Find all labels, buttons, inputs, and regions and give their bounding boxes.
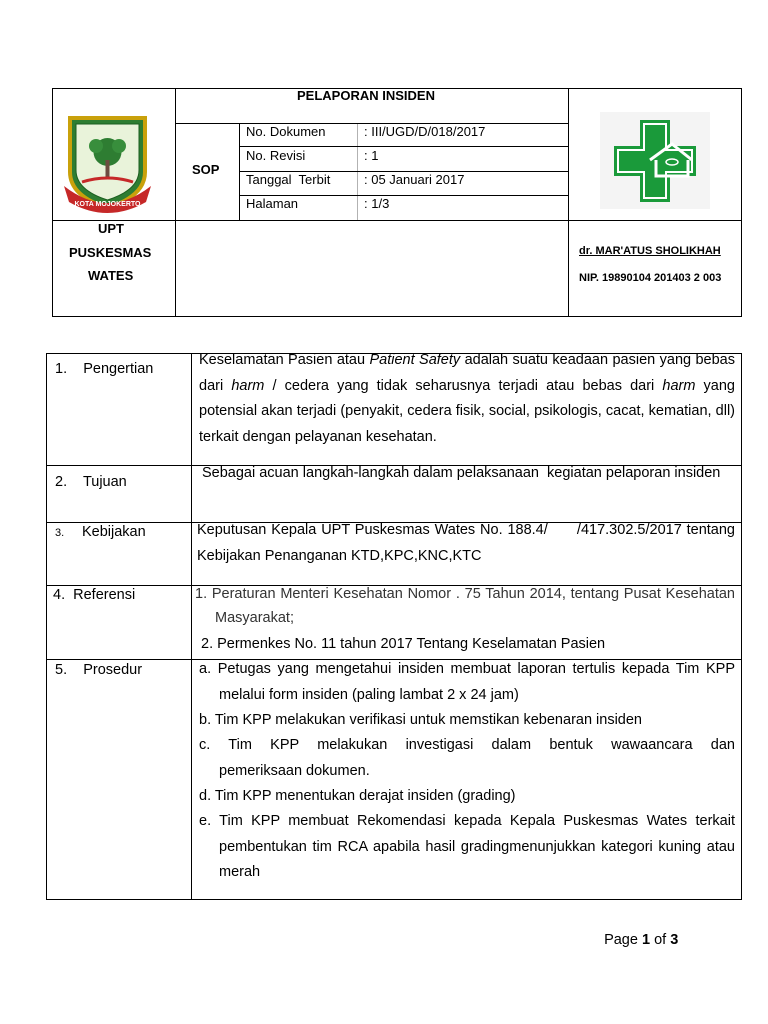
meta-label-no-dokumen: No. Dokumen — [246, 124, 326, 139]
org-line-puskesmas: PUSKESMAS — [69, 245, 152, 260]
page-number: Page 1 of 3 — [604, 932, 679, 948]
row-label-prosedur: 5. Prosedur — [55, 662, 143, 678]
row-text-pengertian: Keselamatan Pasien atau Patient Safety adalah suatu keadaan pasien yang bebas dari harm / cedera yang tidak seharusnya terjadi atau bebas dari harm yang potensial akan terjadi (penyakit, cedera fisik, social, psikologis, cacat, kematian, dll) terkait dengan pelayanan kesehatan. — [199, 352, 736, 445]
row-label-pengertian: 1. Pengertian — [55, 361, 154, 377]
referensi-item-1: 1. Peraturan Menteri Kesehatan Nomor . 75 Tahun 2014, tentang Pusat Kesehatan Masyarakat; — [195, 586, 735, 626]
row-label-kebijakan: Kebijakan — [82, 524, 146, 540]
meta-value-no-dokumen: : III/UGD/D/018/2017 — [364, 124, 486, 139]
referensi-item-2: 2. Permenkes No. 11 tahun 2017 Tentang Keselamatan Pasien — [201, 636, 606, 652]
org-line-wates: WATES — [88, 268, 134, 283]
meta-label-halaman: Halaman — [246, 196, 299, 211]
prosedur-item-c: c. Tim KPP melakukan investigasi dalam bentuk wawaancara dan pemeriksaan dokumen. — [199, 737, 740, 779]
row-label-referensi: 4. Referensi — [53, 587, 136, 603]
org-line-upt: UPT — [98, 221, 124, 236]
kota-mojokerto-logo — [60, 112, 155, 216]
signatory-nip: NIP. 19890104 201403 2 003 — [579, 272, 722, 284]
meta-value-tanggal-terbit: : 05 Januari 2017 — [364, 172, 465, 187]
row-label-tujuan: 2. Tujuan — [55, 474, 127, 490]
sop-label: SOP — [192, 162, 220, 177]
meta-label-no-revisi: No. Revisi — [246, 148, 306, 163]
prosedur-item-b: b. Tim KPP melakukan verifikasi untuk memstikan kebenaran insiden — [199, 712, 643, 728]
svg-text:KOTA MOJOKERTO: KOTA MOJOKERTO — [74, 201, 141, 208]
prosedur-item-e: e. Tim KPP membuat Rekomendasi kepada Kepala Puskesmas Wates terkait pembentukan tim RCA apabila hasil gradingmenunjukkan kategori kuning atau merah — [199, 813, 735, 880]
row-text-kebijakan: Keputusan Kepala UPT Puskesmas Wates No. 188.4/ /417.302.5/2017 tentang Kebijakan Penanganan KTD,KPC,KNC,KTC — [197, 522, 740, 564]
row-label-kebijakan-num: 3. — [55, 527, 65, 539]
meta-value-no-revisi: : 1 — [364, 148, 379, 163]
prosedur-item-d: d. Tim KPP menentukan derajat insiden (grading) — [199, 788, 516, 804]
meta-label-tanggal-terbit: Tanggal Terbit — [246, 172, 331, 187]
meta-value-halaman: : 1/3 — [364, 196, 390, 211]
row-text-tujuan: Sebagai acuan langkah-langkah dalam pelaksanaan kegiatan pelaporan insiden — [202, 465, 721, 481]
prosedur-item-a: a. Petugas yang mengetahui insiden membuat laporan tertulis kepada Tim KPP melalui form insiden (paling lambat 2 x 24 jam) — [199, 661, 735, 703]
puskesmas-cross-logo-icon — [600, 112, 710, 209]
signatory-name: dr. MAR'ATUS SHOLIKHAH — [579, 245, 721, 257]
document-title: PELAPORAN INSIDEN — [297, 88, 435, 103]
